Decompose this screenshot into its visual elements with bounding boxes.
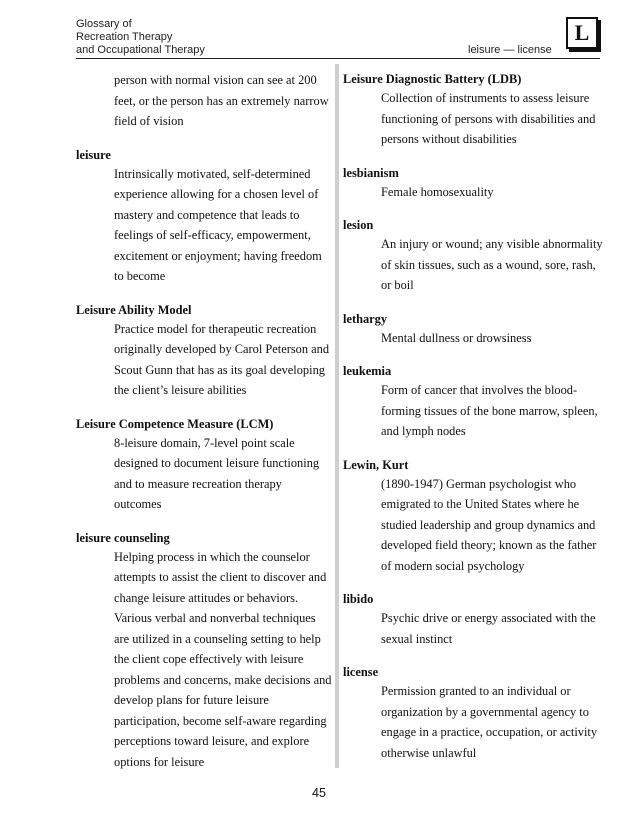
entry-term: Leisure Competence Measure (LCM) [76,416,274,431]
entry-definition: Mental dullness or drowsiness [381,330,532,345]
glossary-entry [76,301,332,401]
glossary-entry [343,310,605,349]
entry-definition: Psychic drive or energy associated with the sexual instinct [381,611,596,646]
entry-definition: Helping process in which the counselor attempts to assist the client to discover and change leisure attitudes or behaviors. Various verbal and nonverbal techniques are utilized in a counseling setting to help the client cope effectively with leisure problems and concerns, make decisions and develop plans for future leisure participation, become self-aware regarding perceptions toward leisure, and explore options for leisure [114,549,332,769]
glossary-entry [343,456,605,577]
entry-term: leisure [76,147,111,162]
glossary-entry [343,590,605,649]
glossary-entry [343,663,605,763]
entry-definition: Collection of instruments to assess leisure functioning of persons with disabilities and persons without disabilities [381,91,596,146]
entry-definition: person with normal vision can see at 200 feet, or the person has an extremely narrow field of vision [114,73,329,128]
entry-term: Lewin, Kurt [343,457,409,472]
section-letter-badge: L [566,17,598,49]
glossary-entry [76,415,332,515]
column-divider [335,64,339,768]
entry-term: lethargy [343,311,388,326]
page-number: 45 [312,786,326,800]
entry-definition: Intrinsically motivated, self-determined experience allowing for a chosen level of mastery and competence that leads to feelings of self-efficacy, empowerment, excitement or enjoyment; having freedom to become [114,166,322,283]
entry-term: lesion [343,218,374,232]
entry-term: lesbianism [343,165,399,180]
entry-definition: 8-leisure domain, 7-level point scale designed to document leisure functioning and to measure recreation therapy outcomes [114,435,320,511]
guide-words: leisure — license [468,44,552,56]
glossary-entry [343,362,605,442]
continued-entry [76,70,332,132]
entry-definition: Form of cancer that involves the blood-forming tissues of the bone marrow, spleen, and lymph nodes [381,383,598,438]
glossary-entry [343,216,605,296]
glossary-entry [343,164,605,203]
header-rule [76,58,600,59]
entry-term: Leisure Diagnostic Battery (LDB) [343,72,522,86]
entry-definition: Permission granted to an individual or organization by a governmental agency to engage in a practice, occupation, or activity otherwise unlawful [381,684,598,760]
entry-definition: An injury or wound; any visible abnormality of skin tissues, such as a wound, sore, rash, or boil [381,237,603,292]
entry-definition: (1890-1947) German psychologist who emigrated to the United States where he studied leadership and group dynamics and developed field theory; known as the father of modern social psychology [381,476,597,573]
book-title [76,18,205,57]
book-title-line: Glossary of [76,18,132,30]
book-title-line: Recreation Therapy [76,31,173,43]
left-column [76,70,332,786]
entry-term: libido [343,592,374,606]
glossary-entry [76,146,332,287]
entry-definition: Female homosexuality [381,184,494,199]
entry-term: leisure counseling [76,530,170,545]
book-title-line: and Occupational Therapy [76,44,205,56]
glossary-entry [76,529,332,773]
entry-term: license [343,665,379,679]
right-column [343,70,605,777]
entry-term: leukemia [343,364,392,378]
entry-definition: Practice model for therapeutic recreation originally developed by Carol Peterson and Scout Gunn that has as its goal developing the client’s leisure abilities [114,321,330,397]
glossary-entry [343,70,605,150]
entry-term: Leisure Ability Model [76,302,192,317]
